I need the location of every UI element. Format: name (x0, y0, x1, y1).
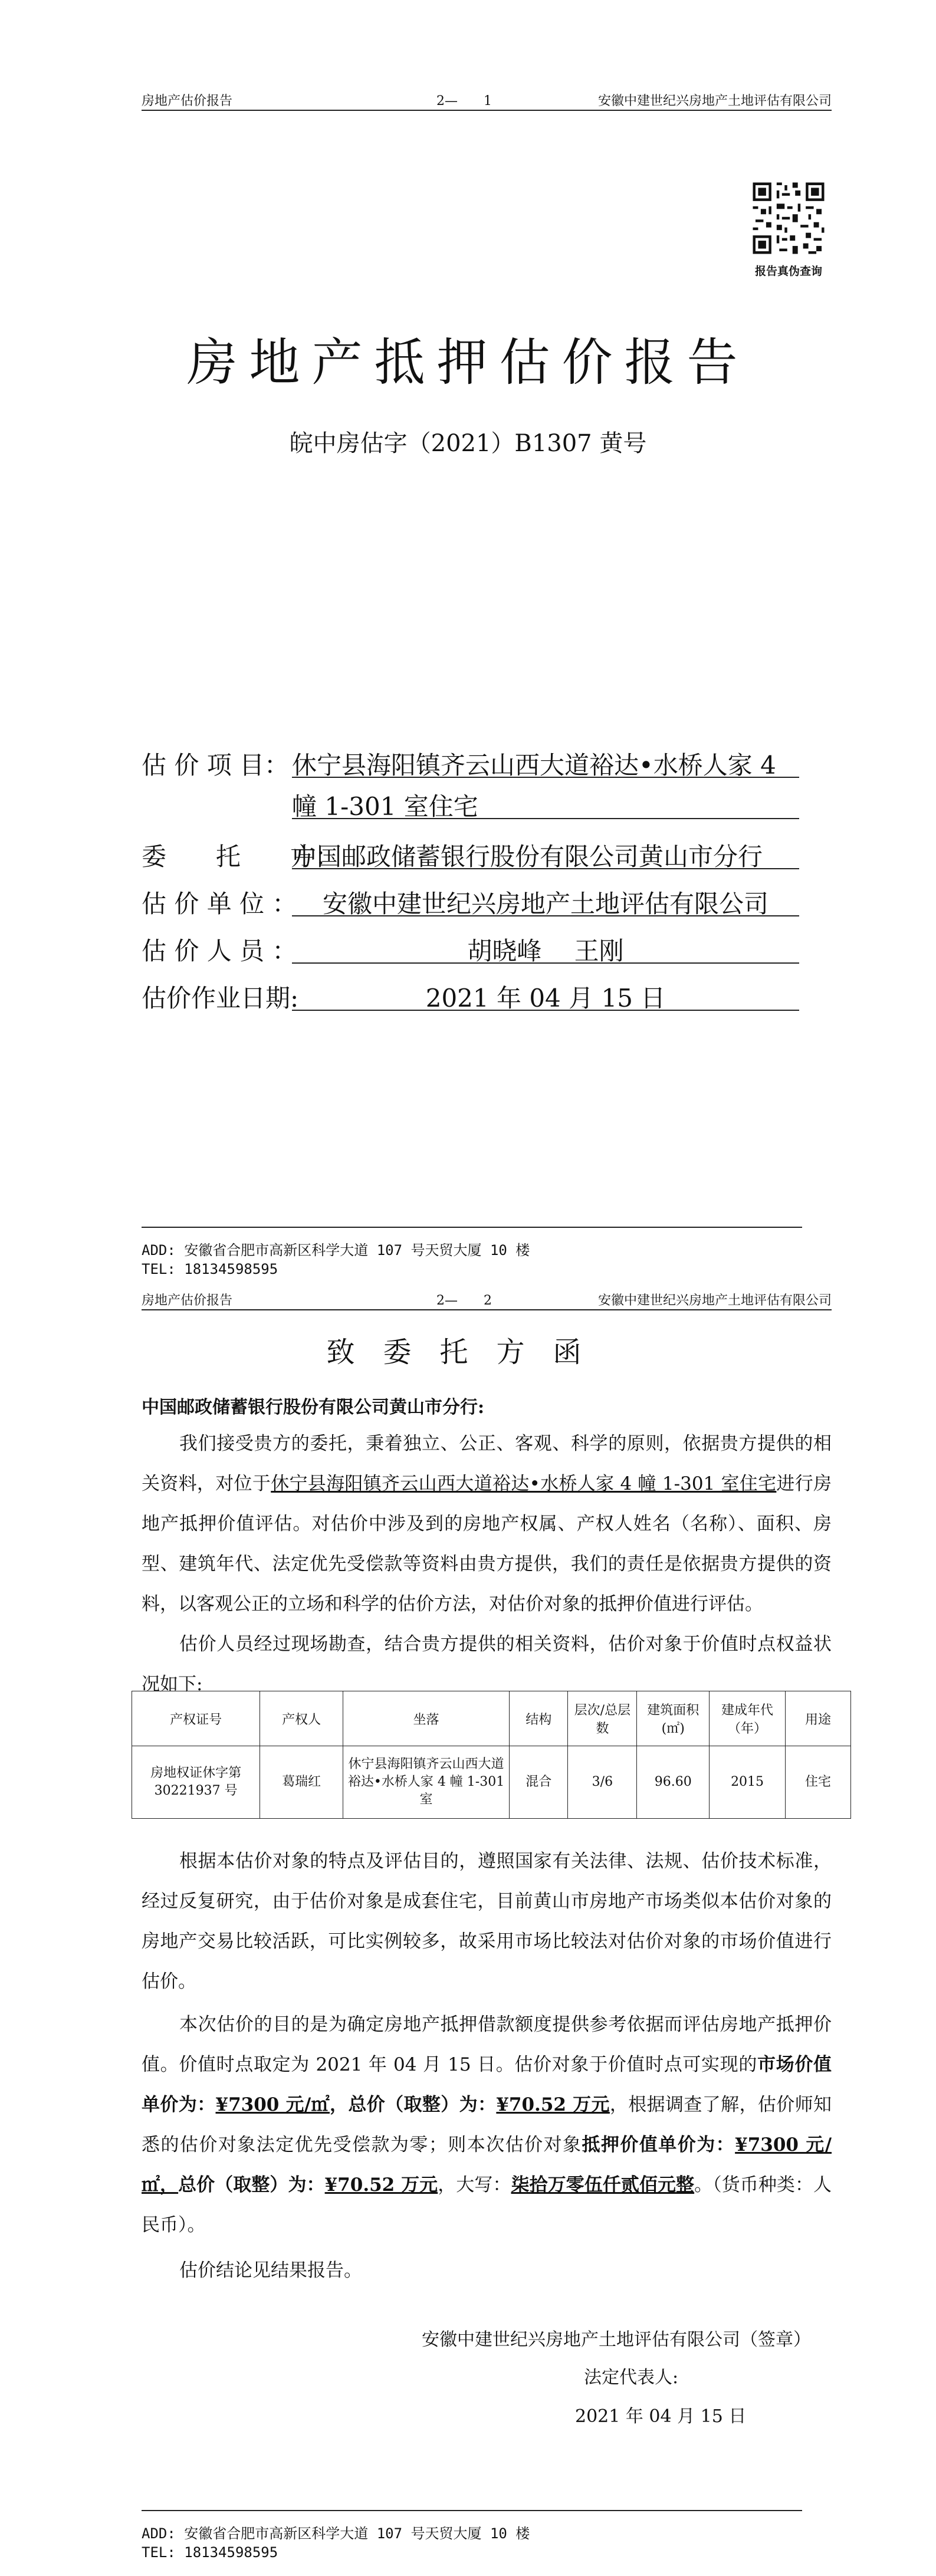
p1-property-address: 休宁县海阳镇齐云山西大道裕达•水桥人家 4 幢 1-301 室住宅 (271, 1473, 777, 1494)
p4-mortgage-total-value: ¥70.52 万元 (324, 2174, 438, 2196)
client-label: 委 托 方： (142, 842, 340, 871)
org-label: 估 价 单 位 ： (142, 889, 297, 918)
footer-divider (142, 1227, 802, 1228)
cell-location: 休宁县海阳镇齐云山西大道裕达•水桥人家 4 幢 1-301 室 (343, 1746, 509, 1819)
col-structure: 结构 (510, 1691, 568, 1746)
signature-representative: 法定代表人: (584, 2367, 679, 2388)
header-page-number: 2— 1 (436, 94, 492, 109)
report-title: 房地产抵押估价报告 (186, 333, 750, 392)
paragraph-3 (142, 1841, 832, 2002)
org-value: 安徽中建世纪兴房地产土地评估有限公司 (292, 885, 799, 916)
p4-text-a: 本次估价的目的是为确定房地产抵押借款额度提供参考依据而评估房地产抵押价值。价值时点取定为 2021 年 04 月 15 日。估价对象于价值时点可实现的 (142, 2014, 832, 2075)
footer-tel: TEL: 18134598595 (142, 2544, 278, 2561)
header-right: 安徽中建世纪兴房地产土地评估有限公司 (597, 1293, 832, 1308)
cell-area: 96.60 (637, 1746, 710, 1819)
p4-text-c: ，根据调查了解，估价师知悉的估价对象法定优先受偿款为零；则本次估价对象 (142, 2094, 832, 2156)
p1-text-b: 进行房地产抵押价值评估。对估价中涉及到的房地产权属、产权人姓名（名称）、面积、房型、建筑年代、法定优先受偿款等资料由贵方提供，我们的责任是依据贵方提供的资料，以客观公正的立场和科学的估价方法，对估价对象的抵押价值进行评估。 (142, 1473, 832, 1615)
report-number: 皖中房估字（2021）B1307 黄号 (289, 430, 647, 457)
p4-market-unit-value: ¥7300 元/㎡ (215, 2094, 330, 2115)
letter-title: 致委托方函 (326, 1336, 610, 1369)
date-value: 2021 年 04 月 15 日 (292, 979, 799, 1011)
date-label: 估价作业日期: (142, 984, 299, 1013)
page-header (142, 88, 832, 111)
header-page-number: 2— 2 (436, 1293, 492, 1308)
table-row (132, 1746, 851, 1819)
project-value-line1: 休宁县海阳镇齐云山西大道裕达•水桥人家 4 (292, 746, 799, 778)
qr-code-icon[interactable] (750, 180, 827, 257)
p4-mortgage-unit-label: 抵押价值单价为： (582, 2134, 735, 2156)
footer-address: ADD: 安徽省合肥市高新区科学大道 107 号天贸大厦 10 楼 (142, 1242, 530, 1259)
p4-text-e: 。（货币种类：人民币）。 (142, 2174, 832, 2236)
col-cert-no: 产权证号 (132, 1691, 260, 1746)
p4-amount-in-words: 柒拾万零伍仟贰佰元整 (511, 2174, 695, 2196)
footer-tel: TEL: 18134598595 (142, 1261, 278, 1277)
p4-market-total-label: ，总价（取整）为： (329, 2094, 497, 2115)
col-floor: 层次/总层数 (568, 1691, 637, 1746)
p4-text-d: ，大写： (438, 2174, 511, 2196)
page-header (142, 1288, 832, 1310)
header-right: 安徽中建世纪兴房地产土地评估有限公司 (597, 94, 832, 109)
qr-label: 报告真伪查询 (754, 265, 822, 278)
cell-year: 2015 (710, 1746, 786, 1819)
footer-divider (142, 2510, 802, 2511)
header-left: 房地产估价报告 (142, 94, 233, 109)
col-area: 建筑面积(㎡) (637, 1691, 710, 1746)
page-letter (0, 1288, 936, 2576)
footer-address: ADD: 安徽省合肥市高新区科学大道 107 号天贸大厦 10 楼 (142, 2525, 530, 2542)
p3-text: 根据本估价对象的特点及评估目的，遵照国家有关法律、法规、估价技术标准，经过反复研究，由于估价对象是成套住宅，目前黄山市房地产市场类似本估价对象的房地产交易比较活跃，可比实例较多，故采用市场比较法对估价对象的市场价值进行估价。 (142, 1851, 832, 1992)
cell-use: 住宅 (785, 1746, 850, 1819)
col-use: 用途 (785, 1691, 850, 1746)
staff-label: 估 价 人 员 ： (142, 937, 297, 965)
p4-mortgage-unit-value: ¥7300 元/㎡， (142, 2134, 832, 2196)
p5-text: 估价结论见结果报告。 (179, 2260, 362, 2281)
p4-market-total-value: ¥70.52 万元 (496, 2094, 610, 2115)
col-year: 建成年代（年） (710, 1691, 786, 1746)
p4-mortgage-total-label: 总价（取整）为： (178, 2174, 325, 2196)
header-left: 房地产估价报告 (142, 1293, 233, 1308)
paragraph-4 (142, 2005, 832, 2245)
p1-text-a: 我们接受贵方的委托，秉着独立、公正、客观、科学的原则，依据贵方提供的相关资料，对位于 (142, 1433, 832, 1494)
project-label: 估 价 项 目： (142, 751, 290, 780)
cell-owner: 葛瑞红 (260, 1746, 343, 1819)
p2-text: 估价人员经过现场勘查，结合贵方提供的相关资料，估价对象于价值时点权益状况如下: (142, 1634, 832, 1695)
qr-verification[interactable] (748, 180, 829, 278)
signature-company: 安徽中建世纪兴房地产土地评估有限公司（签章） (422, 2329, 811, 2350)
cell-structure: 混合 (510, 1746, 568, 1819)
p4-market-unit-label: 市场价值单价为： (142, 2054, 832, 2115)
cell-cert-no: 房地权证休字第 30221937 号 (132, 1746, 260, 1819)
project-value-line2: 幢 1-301 室住宅 (292, 787, 799, 819)
staff-value: 胡晓峰 王刚 (292, 932, 799, 964)
paragraph-5 (142, 2250, 832, 2291)
signature-date: 2021 年 04 月 15 日 (575, 2406, 747, 2427)
col-owner: 产权人 (260, 1691, 343, 1746)
client-value: 中国邮政储蓄银行股份有限公司黄山市分行 (292, 837, 799, 869)
col-location: 坐落 (343, 1691, 509, 1746)
rights-table (132, 1691, 851, 1819)
addressee: 中国邮政储蓄银行股份有限公司黄山市分行: (142, 1397, 485, 1418)
cell-floor: 3/6 (568, 1746, 637, 1819)
table-header-row (132, 1691, 851, 1746)
paragraph-1 (142, 1424, 832, 1624)
